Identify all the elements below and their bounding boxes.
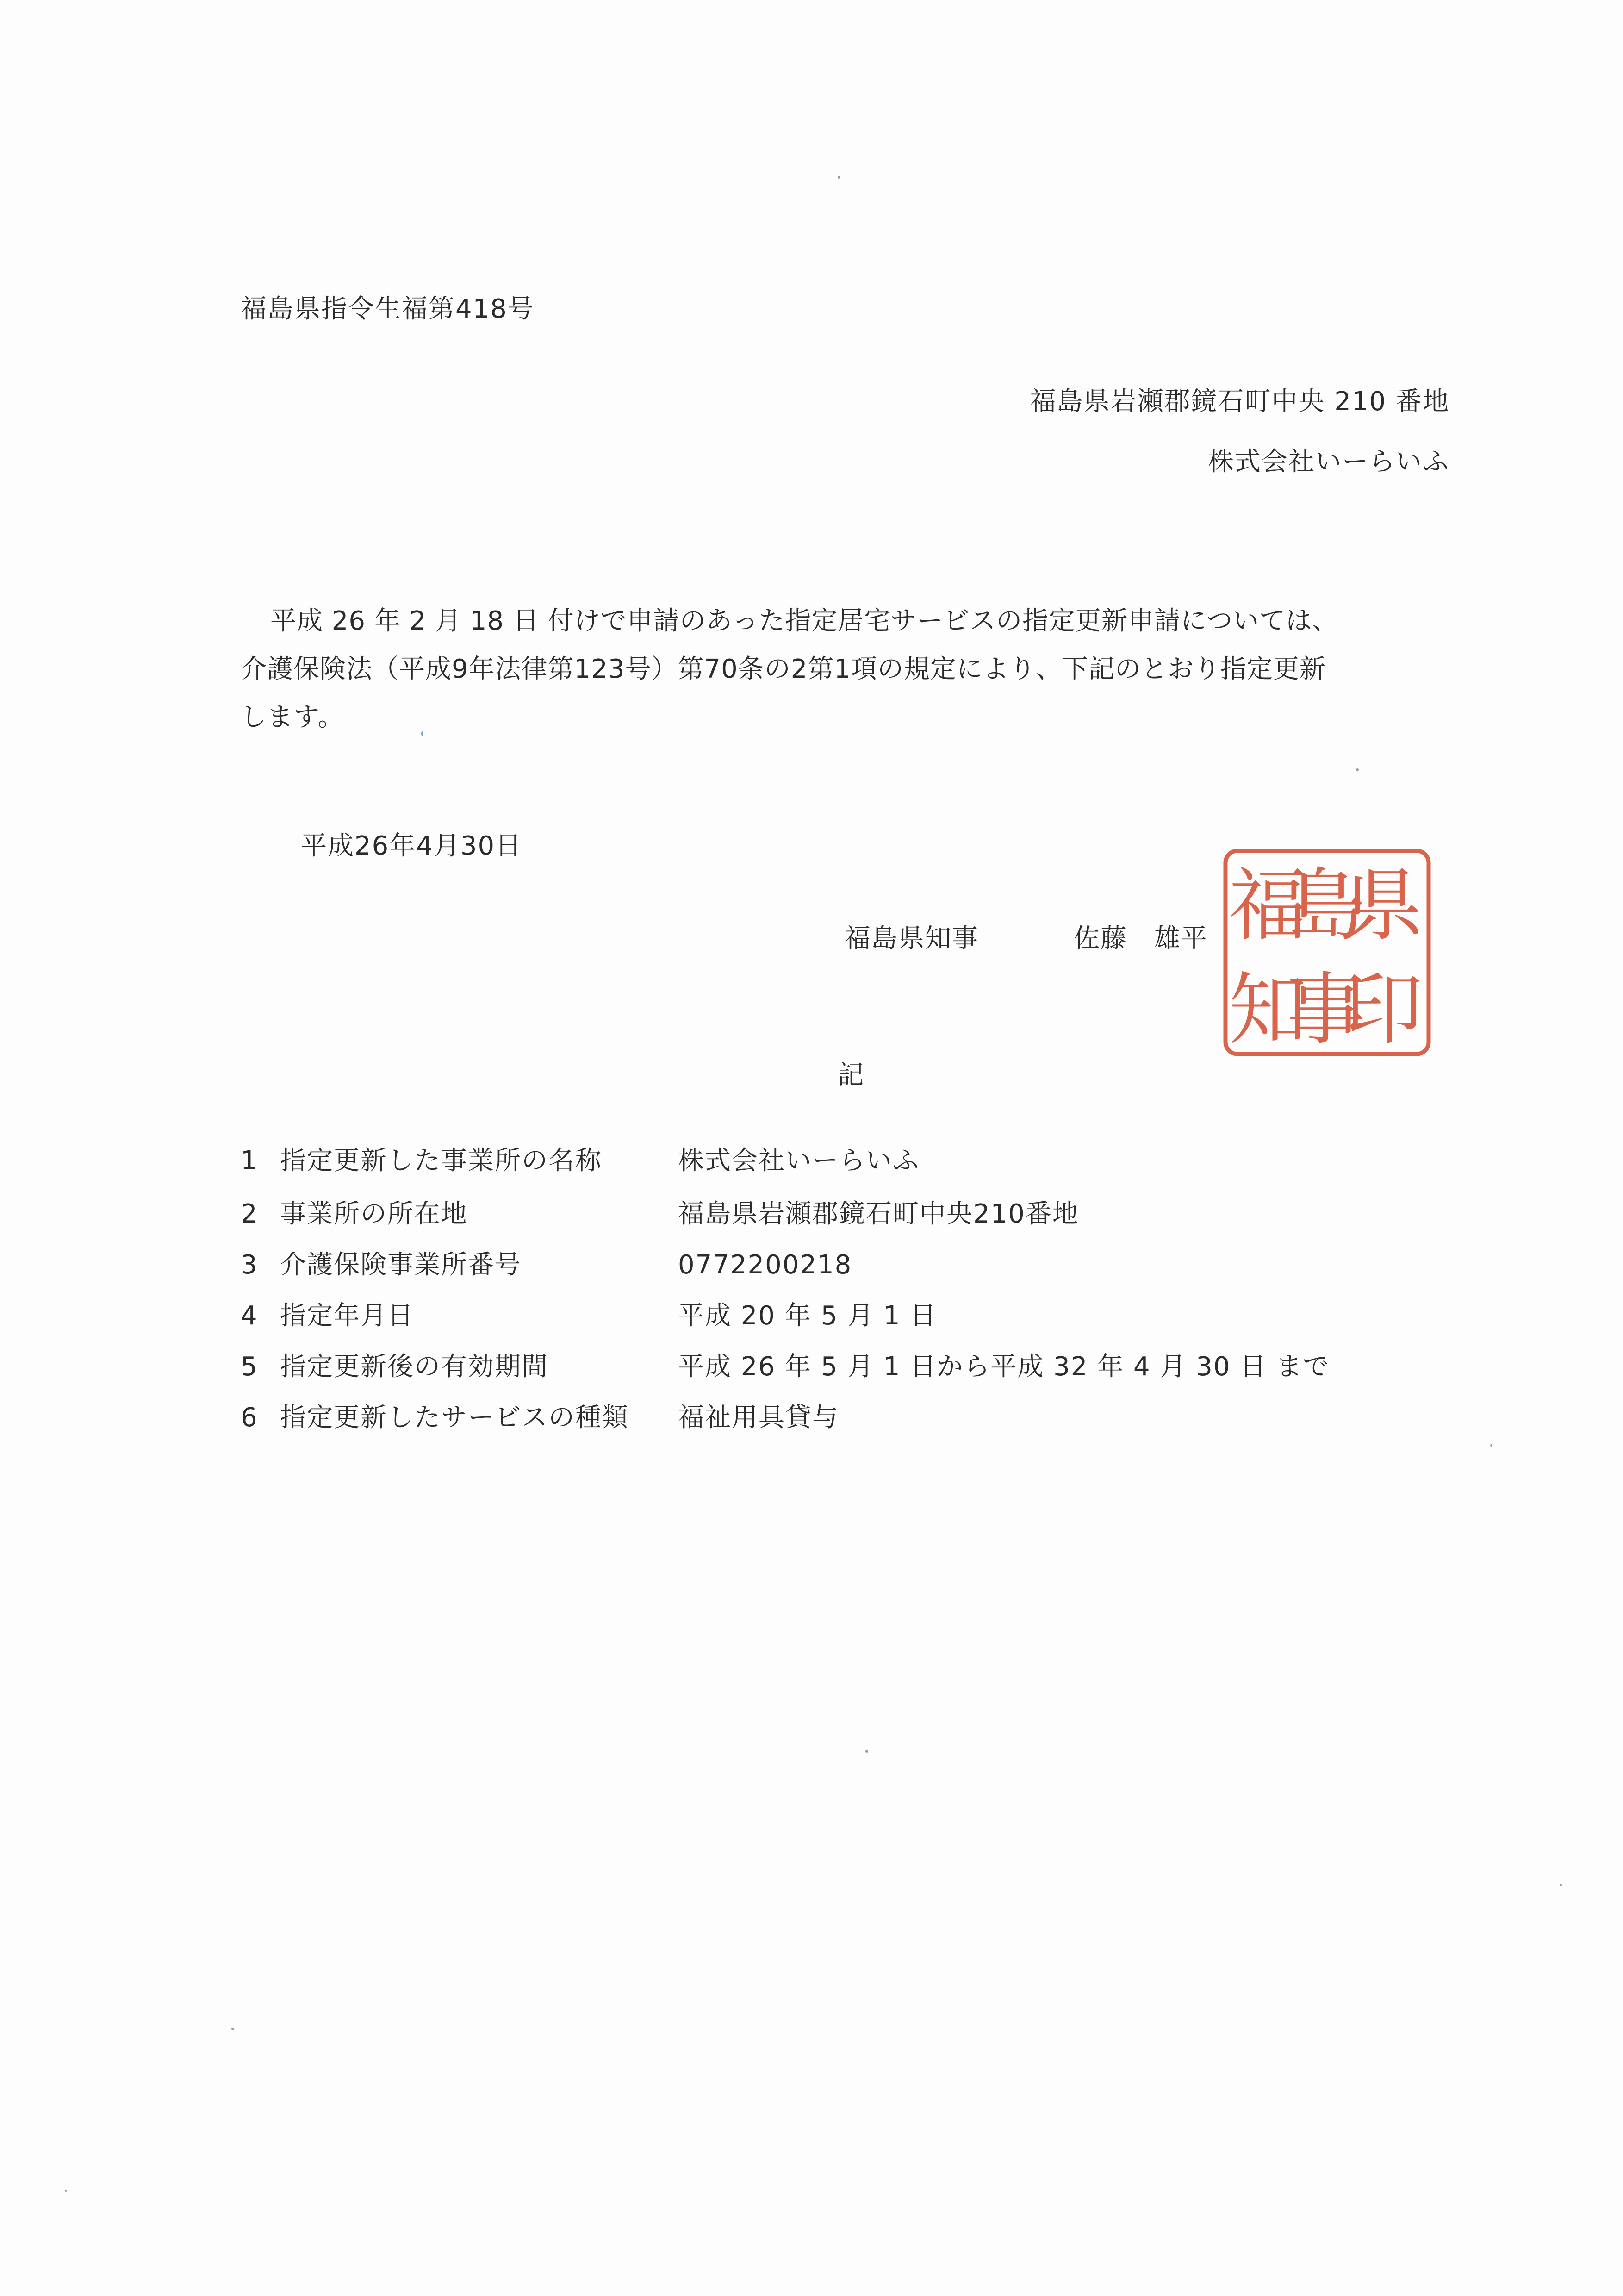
scan-speck <box>865 1750 868 1753</box>
item-value: 福島県岩瀬郡鏡石町中央210番地 <box>678 1199 1079 1229</box>
ki-heading: 記 <box>838 1060 864 1090</box>
document-number: 福島県指令生福第418号 <box>241 294 535 324</box>
scan-speck <box>65 2190 67 2192</box>
body-text <box>241 597 1462 742</box>
item-value: 平成 26 年 5 月 1 日から平成 32 年 4 月 30 日 まで <box>678 1352 1330 1382</box>
scan-speck <box>421 731 423 736</box>
item-label: 介護保険事業所番号 <box>280 1250 522 1280</box>
item-label: 事業所の所在地 <box>280 1199 468 1229</box>
issuer-title: 福島県知事 <box>845 923 979 954</box>
scan-speck <box>1560 1884 1562 1886</box>
item-number: 5 <box>241 1352 258 1382</box>
item-label: 指定更新した事業所の名称 <box>280 1146 602 1176</box>
seal-char: 福 <box>1228 860 1308 952</box>
seal-char: 県 <box>1344 860 1424 952</box>
seal-char: 印 <box>1344 964 1424 1056</box>
scan-speck <box>231 2028 234 2030</box>
seal-char: 島 <box>1286 860 1366 952</box>
item-number: 4 <box>241 1301 258 1331</box>
body-line: 平成 26 年 2 月 18 日 付けで申請のあった指定居宅サービスの指定更新申請については、 <box>270 606 1339 636</box>
item-value: 福祉用具貸与 <box>678 1403 839 1433</box>
item-value: 0772200218 <box>678 1250 852 1280</box>
scan-speck <box>1490 1444 1492 1447</box>
addressee-address: 福島県岩瀬郡鏡石町中央 210 番地 <box>1030 387 1449 417</box>
issuer-name: 佐藤 雄平 <box>1074 923 1208 954</box>
item-value: 株式会社いーらいふ <box>678 1146 920 1176</box>
item-number: 1 <box>241 1146 258 1176</box>
official-seal-stamp <box>1222 847 1432 1058</box>
item-label: 指定更新したサービスの種類 <box>280 1403 629 1433</box>
item-number: 3 <box>241 1250 258 1280</box>
item-label: 指定年月日 <box>280 1301 414 1331</box>
item-value: 平成 20 年 5 月 1 日 <box>678 1301 937 1331</box>
seal-char: 事 <box>1286 964 1366 1056</box>
scan-speck <box>838 176 840 179</box>
scan-speck <box>1356 768 1359 771</box>
addressee-name: 株式会社いーらいふ <box>1208 447 1449 477</box>
item-number: 6 <box>241 1403 258 1433</box>
item-label: 指定更新後の有効期間 <box>280 1352 548 1382</box>
issue-date: 平成26年4月30日 <box>301 831 522 861</box>
body-line: します。 <box>241 702 344 732</box>
seal-char: 知 <box>1228 964 1308 1056</box>
body-line: 介護保険法（平成9年法律第123号）第70条の2第1項の規定により、下記のとおり指定更新 <box>241 654 1326 684</box>
item-number: 2 <box>241 1199 258 1229</box>
